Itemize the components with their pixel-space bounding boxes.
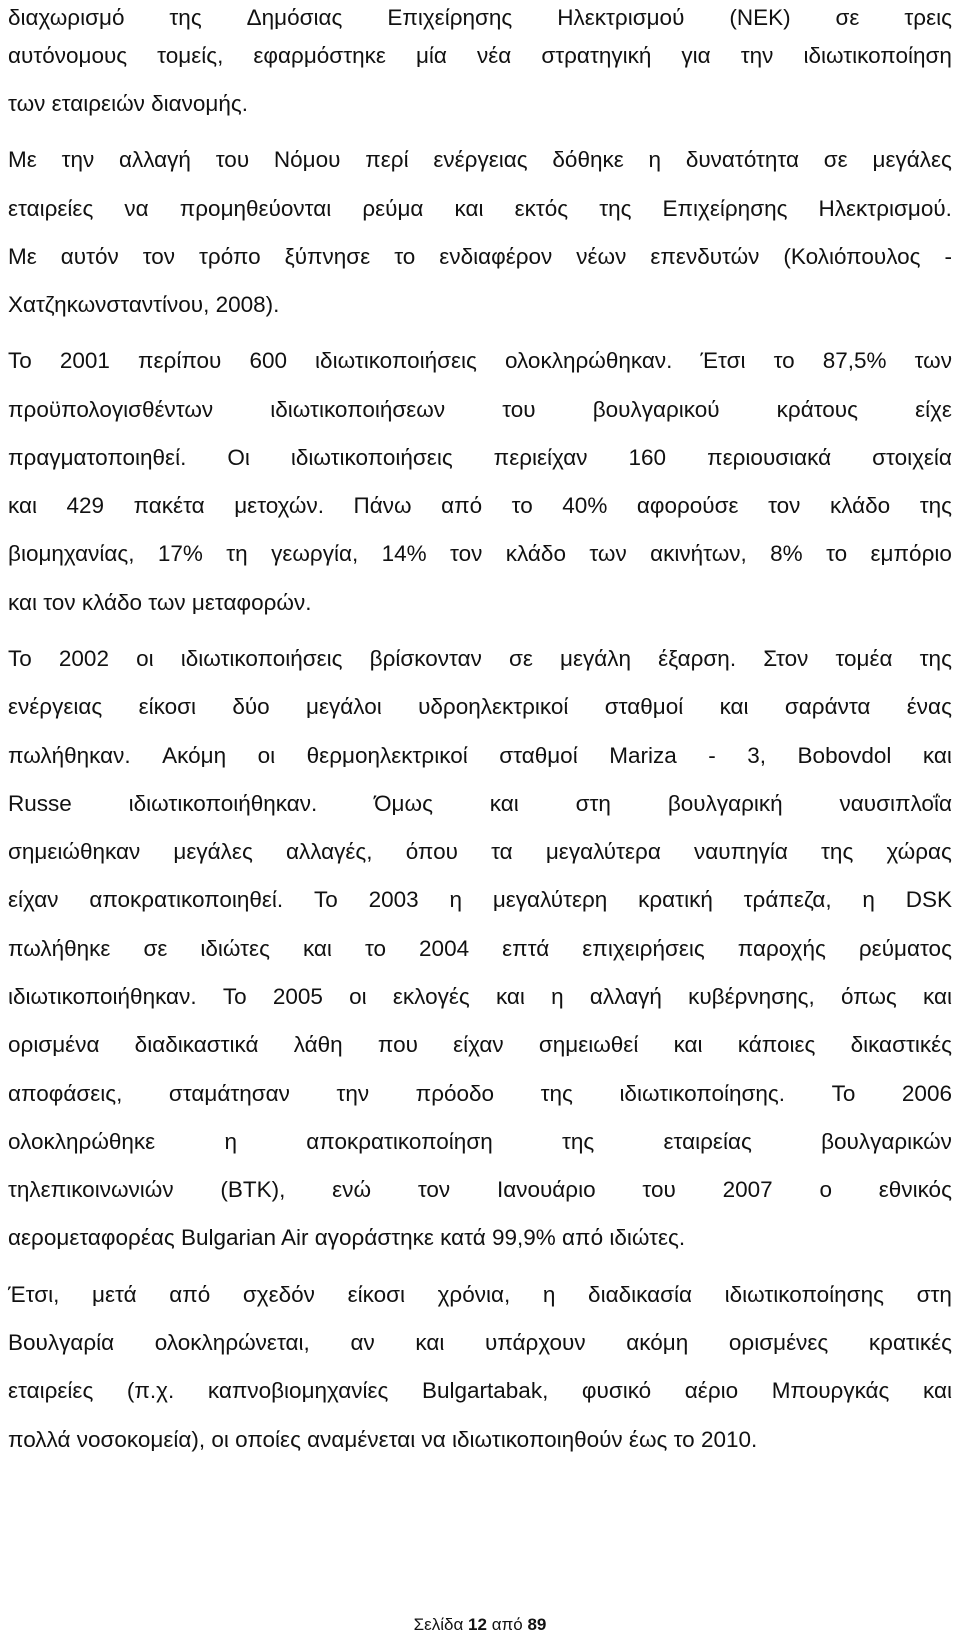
text-line: βιομηχανίας, 17% τη γεωργία, 14% τον κλάδο των ακινήτων, 8% το εμπόριο [8,541,952,566]
text-line: Russe ιδιωτικοποιήθηκαν. Όμως και στη βουλγαρική ναυσιπλοΐα [8,791,952,816]
total-pages: 89 [527,1615,547,1634]
text-line: αερομεταφορέας Bulgarian Air αγοράστηκε κατά 99,9% από ιδιώτες. [8,1225,686,1250]
text-line: Με την αλλαγή του Νόμου περί ενέργειας δόθηκε η δυνατότητα σε μεγάλες [8,147,952,172]
text-line: Χατζηκωνσταντίνου, 2008). [8,292,280,317]
text-line: ολοκληρώθηκε η αποκρατικοποίηση της εταιρείας βουλγαρικών [8,1129,952,1154]
text-line: και 429 πακέτα μετοχών. Πάνω από το 40% αφορούσε τον κλάδο της [8,493,952,518]
footer-separator: από [491,1615,523,1634]
text-line: σημειώθηκαν μεγάλες αλλαγές, όπου τα μεγαλύτερα ναυπηγία της χώρας [8,839,952,864]
text-line: τηλεπικοινωνιών (BTK), ενώ τον Ιανουάριο του 2007 ο εθνικός [8,1177,952,1202]
footer-prefix: Σελίδα [413,1615,464,1634]
text-line: πωλήθηκε σε ιδιώτες και το 2004 επτά επιχειρήσεις παροχής ρεύματος [8,936,952,961]
text-line: πωλήθηκαν. Ακόμη οι θερμοηλεκτρικοί σταθμοί Mariza - 3, Bobovdol και [8,743,952,768]
text-line: εταιρείες (π.χ. καπνοβιομηχανίες Bulgartabak, φυσικό αέριο Μπουργκάς και [8,1378,952,1403]
page-footer [0,1614,960,1636]
current-page-number: 12 [468,1615,487,1634]
text-line: αποφάσεις, σταμάτησαν την πρόοδο της ιδιωτικοποίησης. Το 2006 [8,1081,952,1106]
text-line: εταιρείες να προμηθεύονται ρεύμα και εκτός της Επιχείρησης Ηλεκτρισμού. [8,196,952,221]
text-line: και τον κλάδο των μεταφορών. [8,590,312,615]
text-line: Με αυτόν τον τρόπο ξύπνησε το ενδιαφέρον νέων επενδυτών (Κολιόπουλος - [8,244,952,269]
text-line: ενέργειας είκοσι δύο μεγάλοι υδροηλεκτρικοί σταθμοί και σαράντα ένας [8,694,952,719]
text-line: ιδιωτικοποιήθηκαν. Το 2005 οι εκλογές και η αλλαγή κυβέρνησης, όπως και [8,984,952,1009]
text-line: Έτσι, μετά από σχεδόν είκοσι χρόνια, η διαδικασία ιδιωτικοποίησης στη [8,1282,952,1307]
text-line: πραγματοποιηθεί. Οι ιδιωτικοποιήσεις περιείχαν 160 περιουσιακά στοιχεία [8,445,952,470]
text-line: Βουλγαρία ολοκληρώνεται, αν και υπάρχουν ακόμη ορισμένες κρατικές [8,1330,952,1355]
text-line: διαχωρισμό της Δημόσιας Επιχείρησης Ηλεκτρισμού (ΝΕΚ) σε τρεις [8,5,952,30]
text-line: ορισμένα διαδικαστικά λάθη που είχαν σημειωθεί και κάποιες δικαστικές [8,1032,952,1057]
text-line: πολλά νοσοκομεία), οι οποίες αναμένεται να ιδιωτικοποιηθούν έως το 2010. [8,1427,758,1452]
text-line: αυτόνομους τομείς, εφαρμόστηκε μία νέα στρατηγική για την ιδιωτικοποίηση [8,43,952,68]
text-line: είχαν αποκρατικοποιηθεί. Το 2003 η μεγαλύτερη κρατική τράπεζα, η DSK [8,887,952,912]
text-line: των εταιρειών διανομής. [8,91,249,116]
text-line: Το 2002 οι ιδιωτικοποιήσεις βρίσκονταν σε μεγάλη έξαρση. Στον τομέα της [8,646,952,671]
text-line: Το 2001 περίπου 600 ιδιωτικοποιήσεις ολοκληρώθηκαν. Έτσι το 87,5% των [8,348,952,373]
text-line: προϋπολογισθέντων ιδιωτικοποιήσεων του βουλγαρικού κράτους είχε [8,397,952,422]
